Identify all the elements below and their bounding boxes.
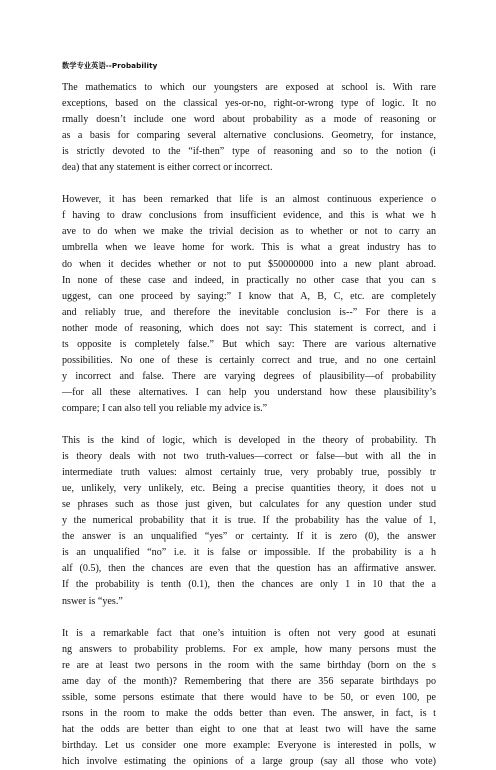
text-line: ave to do when we make the trivial decision as to whether or not to carry an: [62, 226, 436, 238]
text-line: It is a remarkable fact that one’s intuition is often not very good at esunati: [62, 627, 436, 639]
text-line: umbrella when we leave home for work. This is what a great industry has to: [62, 242, 436, 254]
text-line: However, it has been remarked that life is an almost continuous experience o: [62, 194, 436, 206]
text-line: ame day of the month)? Remembering that there are 356 separate birthdays po: [62, 675, 436, 687]
text-line: possibilities. No one of these is certainly correct and true, and no one certainl: [62, 354, 436, 366]
text-line: as a basis for comparing several alternative conclusions. Geometry, for instance,: [62, 130, 436, 142]
text-line: ue, unlikely, very unlikely, etc. Being a precise quantities theory, it does not u: [62, 483, 436, 495]
paragraph-gap: [62, 610, 436, 626]
paragraph: [62, 192, 436, 417]
text-line: do when it decides whether or not to put $50000000 into a new plant abroad.: [62, 258, 436, 270]
text-line: nother mode of reasoning, which does not say: This statement is correct, and i: [62, 322, 436, 334]
text-line: alf (0.5), then the chances are even that the question has an affirmative answer.: [62, 563, 436, 575]
document-body: [62, 80, 436, 770]
text-line: ssible, some persons estimate that there would have to be 50, or even 100, pe: [62, 691, 436, 703]
text-line: uggest, can one proceed by saying:” I know that A, B, C, etc. are completely: [62, 290, 436, 302]
text-line: re are at least two persons in the room with the same birthday (born on the s: [62, 659, 436, 671]
text-line: compare; I can also tell you reliable my advice is.”: [62, 402, 268, 414]
text-line: If the probability is tenth (0.1), then the chances are only 1 in 10 that the a: [62, 579, 436, 591]
text-line: birthday. Let us consider one more example: Everyone is interested in polls, w: [62, 739, 436, 751]
text-line: dea) that any statement is either correct or incorrect.: [62, 162, 273, 174]
text-line: exceptions, based on the classical yes-or-no, right-or-wrong type of logic. It no: [62, 98, 436, 110]
paragraph: [62, 626, 436, 770]
text-line: f having to draw conclusions from insufficient evidence, and this is what we h: [62, 210, 436, 222]
text-line: is theory deals with not two truth-values—correct or false—but with all the in: [62, 451, 436, 463]
text-line: se phrases such as those just given, but calculates for any question under stud: [62, 499, 436, 511]
text-line: In none of these case and indeed, in practically no other case that you can s: [62, 274, 436, 286]
text-line: intermediate truth values: almost certainly true, very probably true, possibly tr: [62, 467, 436, 479]
paragraph: [62, 433, 436, 610]
text-line: This is the kind of logic, which is developed in the theory of probability. Th: [62, 435, 436, 447]
text-line: ts opposite is completely false.” But which say: There are various alternative: [62, 338, 436, 350]
text-line: ng answers to probability problems. For ex ample, how many persons must the: [62, 643, 436, 655]
text-line: is an unqualified “no” i.e. it is false or impossible. If the probability is a h: [62, 547, 436, 559]
text-line: rmally doesn’t include one word about probability as a mode of reasoning or: [62, 114, 436, 126]
paragraph: [62, 80, 436, 176]
text-line: y incorrect and false. There are varying degrees of plausibility—of probability: [62, 370, 436, 382]
text-line: The mathematics to which our youngsters are exposed at school is. With rare: [62, 82, 436, 93]
paragraph-gap: [62, 417, 436, 433]
text-line: rsons in the room to make the odds better than even. The answer, in fact, is t: [62, 707, 436, 719]
paragraph-gap: [62, 176, 436, 192]
text-line: the answer is an unqualified “yes” or certainty. If it is zero (0), the answer: [62, 531, 436, 543]
document-title: 数学专业英语--Probability: [62, 61, 158, 70]
text-line: —for all these alternatives. I can help you understand how these plausibility’s: [62, 386, 436, 398]
text-line: and reliably true, and therefore the inevitable conclusion is--” For there is a: [62, 306, 436, 318]
text-line: hat the odds are better than eight to one that at least two will have the same: [62, 723, 436, 735]
text-line: hich involve estimating the opinions of a large group (say all those who vote): [62, 755, 436, 767]
text-line: nswer is “yes.”: [62, 595, 123, 607]
text-line: y the numerical probability that it is true. If the probability has the value of 1,: [62, 515, 436, 527]
text-line: is strictly devoted to the “if-then” type of reasoning and so to the notion (i: [62, 146, 436, 158]
